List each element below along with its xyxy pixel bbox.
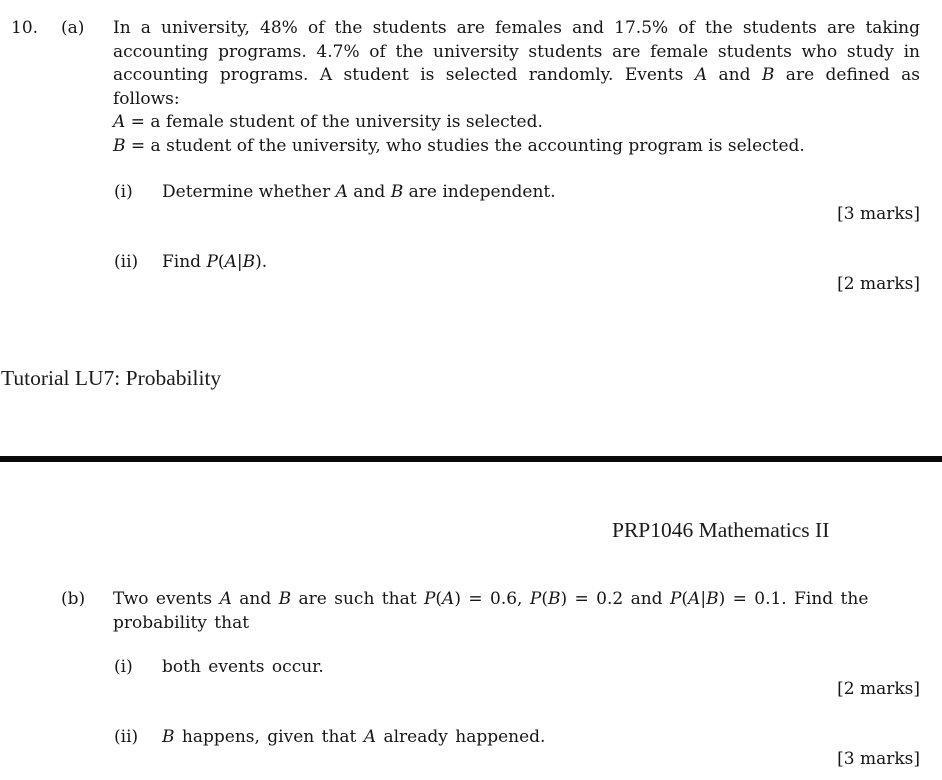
part-b-item-ii-text: B happens, given that A already happened. <box>162 727 546 747</box>
tutorial-footer: Tutorial LU7: Probability <box>1 366 222 390</box>
part-a-item-i-text: Determine whether A and B are independent. <box>162 182 556 202</box>
part-a-item-ii-label: (ii) <box>114 252 139 272</box>
part-b-label: (b) <box>61 589 86 609</box>
page-divider-rule <box>0 456 942 462</box>
part-a-label: (a) <box>61 18 85 38</box>
part-b-paragraph <box>113 588 920 635</box>
paragraph-line: probability that <box>113 612 250 633</box>
event-b-definition: B = a student of the university, who studies the accounting program is selected. <box>113 135 805 156</box>
paragraph-line: follows: <box>113 88 180 109</box>
part-a-item-i-label: (i) <box>114 182 133 202</box>
paragraph-line: In a university, 48% of the students are females and 17.5% of the students are taking <box>113 18 920 38</box>
part-b-item-ii-marks: [3 marks] <box>837 749 920 769</box>
part-a-item-ii-marks: [2 marks] <box>837 274 920 294</box>
part-a-paragraph <box>113 17 920 158</box>
question-number: 10. <box>11 18 39 38</box>
part-a-item-i-marks: [3 marks] <box>837 204 920 224</box>
part-b-item-ii-label: (ii) <box>114 727 139 747</box>
paragraph-line: Two events A and B are such that P(A) = 0.6, P(B) = 0.2 and P(A|B) = 0.1. Find the <box>113 589 869 609</box>
course-header: PRP1046 Mathematics II <box>612 518 830 542</box>
part-b-item-i-marks: [2 marks] <box>837 679 920 699</box>
event-a-definition: A = a female student of the university is selected. <box>113 112 543 132</box>
paragraph-line: accounting programs. 4.7% of the university students are female students who study in <box>113 41 920 62</box>
part-b-item-i-label: (i) <box>114 657 133 677</box>
paragraph-line: accounting programs. A student is selected randomly. Events A and B are defined as <box>113 65 920 85</box>
part-b-item-i-text: both events occur. <box>162 657 324 677</box>
part-a-item-ii-text: Find P(A|B). <box>162 252 268 272</box>
